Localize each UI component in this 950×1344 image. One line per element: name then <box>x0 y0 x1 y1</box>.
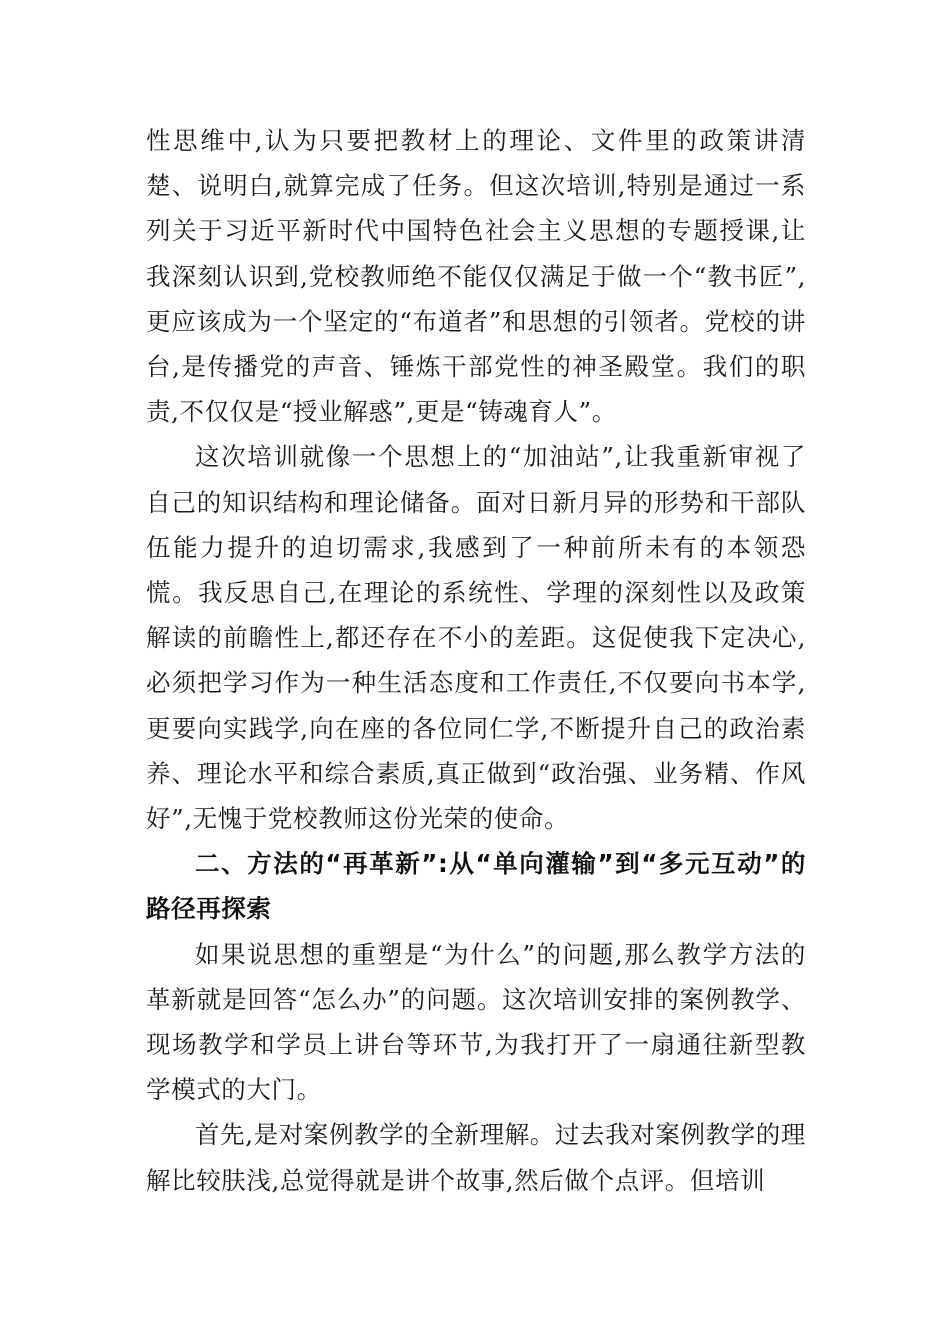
paragraph-case-teaching: 首先,是对案例教学的全新理解。过去我对案例教学的理解比较肤浅,总觉得就是讲个故事,然后做个点评。但培训 <box>146 1120 806 1195</box>
section-heading: 二、方法的“再革新”:从“单向灌输”到“多元互动”的路径再探索 <box>146 849 806 924</box>
paragraph-continuation: 性思维中,认为只要把教材上的理论、文件里的政策讲清楚、说明白,就算完成了任务。但这次培训,特别是通过一系列关于习近平新时代中国特色社会主义思想的专题授课,让我深刻认识到,党校教师绝不能仅仅满足于做一个“教书匠”,更应该成为一个坚定的“布道者”和思想的引领者。党校的讲台,是传播党的声音、锤炼干部党性的神圣殿堂。我们的职责,不仅仅是“授业解惑”,更是“铸魂育人”。 <box>146 126 806 427</box>
document-body <box>146 118 806 1203</box>
paragraph-method-intro: 如果说思想的重塑是“为什么”的问题,那么教学方法的革新就是回答“怎么办”的问题。这次培训安排的案例教学、现场教学和学员上讲台等环节,为我打开了一扇通往新型教学模式的大门。 <box>146 939 806 1105</box>
paragraph-training-reflection: 这次培训就像一个思想上的“加油站”,让我重新审视了自己的知识结构和理论储备。面对日新月异的形势和干部队伍能力提升的迫切需求,我感到了一种前所未有的本领恐慌。我反思自己,在理论的系统性、学理的深刻性以及政策解读的前瞻性上,都还存在不小的差距。这促使我下定决心,必须把学习作为一种生活态度和工作责任,不仅要向书本学,更要向实践学,向在座的各位同仁学,不断提升自己的政治素养、理论水平和综合素质,真正做到“政治强、业务精、作风好”,无愧于党校教师这份光荣的使命。 <box>146 442 806 834</box>
